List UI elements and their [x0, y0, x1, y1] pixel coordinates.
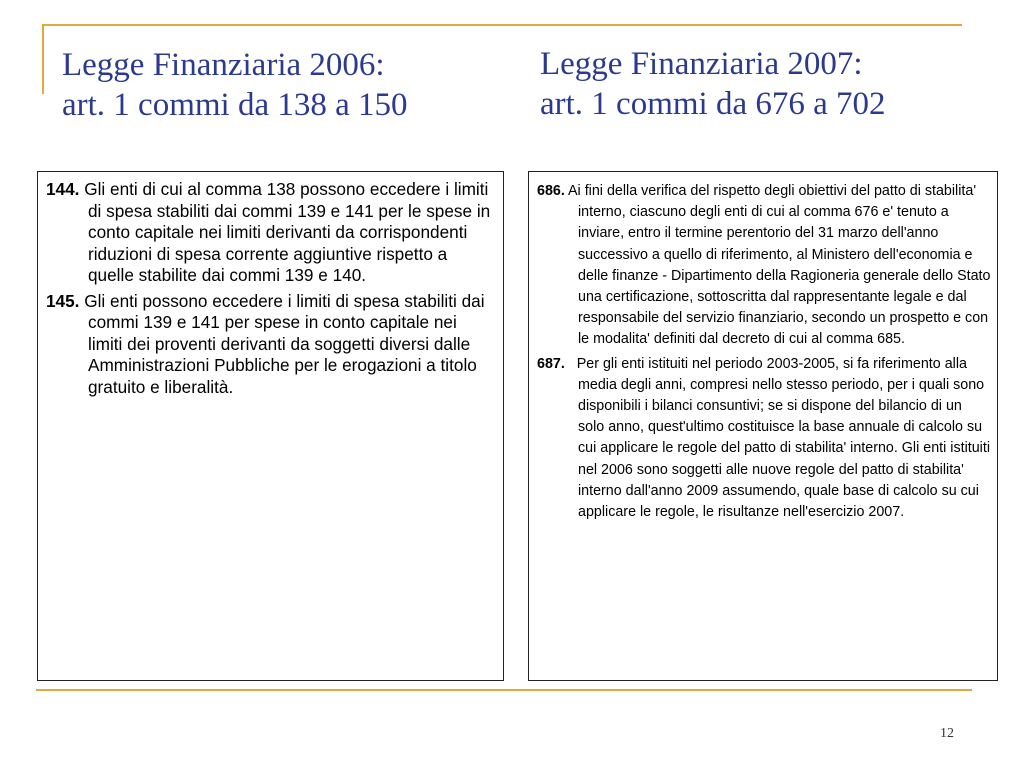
title-left-line2: art. 1 commi da 138 a 150	[62, 87, 408, 123]
comma-144	[46, 179, 495, 287]
page-number: 12	[940, 726, 954, 741]
bottom-decorative-rule	[36, 689, 972, 691]
title-left-line1: Legge Finanziaria 2006:	[62, 47, 385, 83]
comma-687	[537, 354, 991, 524]
comma-686	[537, 181, 991, 351]
right-text-box	[528, 171, 998, 681]
comma-text: Per gli enti istituiti nel periodo 2003-2005, si fa riferimento alla media degli anni, compresi nello stesso periodo, per i quali sono disponibili i bilanci consuntivi; se si dispone del bilancio di un solo anno, quest'ultimo costituisce la base annuale di calcolo su cui applicare le regole del patto di stabilita' interno. Gli enti istituiti nel 2006 sono soggetti alle nuove regole del patto di stabilita' interno dall'anno 2009 assumendo, quale base di calcolo su cui applicare le regole, le risultanze nell'esercizio 2007.	[576, 355, 990, 521]
top-decorative-rule	[42, 24, 962, 26]
side-decorative-rule	[42, 24, 44, 94]
title-right-line2: art. 1 commi da 676 a 702	[540, 86, 886, 122]
comma-145	[46, 291, 495, 399]
comma-text: Gli enti possono eccedere i limiti di spesa stabiliti dai commi 139 e 141 per spese in conto capitale nei limiti dei proventi derivanti da soggetti diversi dalle Amministrazioni Pubbliche per le erogazioni a titolo gratuito e liberalità.	[84, 290, 485, 397]
comma-text: Ai fini della verifica del rispetto degli obiettivi del patto di stabilita' interno, ciascuno degli enti di cui al comma 676 e' tenuto a inviare, entro il termine perentorio del 31 marzo dell'anno successivo a quello di riferimento, al Ministero dell'economia e delle finanze - Dipartimento della Ragioneria generale dello Stato una certificazione, sottoscritta dal rappresentante legale e dal responsabile del servizio finanziario, secondo un prospetto e con le modalita' definiti dal decreto di cui al comma 685.	[568, 183, 991, 348]
left-text-box	[37, 171, 504, 681]
comma-text: Gli enti di cui al comma 138 possono eccedere i limiti di spesa stabiliti dai commi 139 e 141 per le spese in conto capitale nei limiti derivanti da corrispondenti riduzioni di spesa corrente aggiuntive rispetto a quelle stabilite dai commi 139 e 140.	[84, 179, 491, 285]
comma-number: 686.	[537, 183, 565, 199]
comma-number: 145.	[46, 290, 80, 311]
title-right	[540, 44, 886, 124]
comma-number: 687.	[537, 355, 565, 372]
title-right-line1: Legge Finanziaria 2007:	[540, 46, 863, 82]
title-left	[62, 45, 408, 125]
comma-number: 144.	[46, 179, 80, 199]
